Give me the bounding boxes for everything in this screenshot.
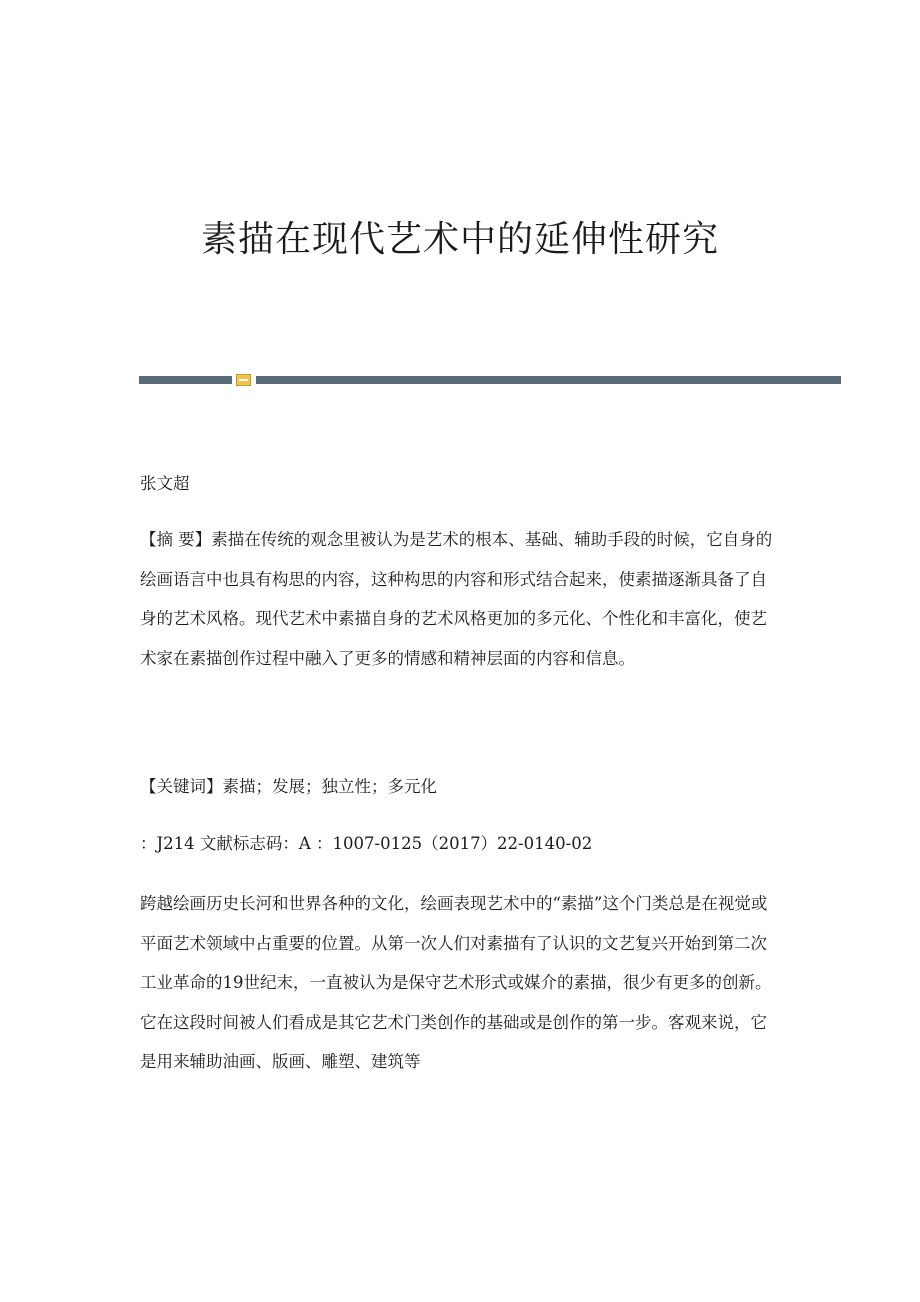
body-paragraph: 跨越绘画历史长河和世界各种的文化，绘画表现艺术中的“素描”这个门类总是在视觉或平面艺术领域中占重要的位置。从第一次人们对素描有了认识的文艺复兴开始到第二次工业革命的19世纪末，一直被认为是保守艺术形式或媒介的素描，很少有更多的创新。它在这段时间被人们看成是其它艺术门类创作的基础或是创作的第一步。客观来说，它是用来辅助油画、版画、雕塑、建筑等 <box>140 894 772 1071</box>
divider-right-bar <box>256 376 841 384</box>
abstract-paragraph: 【摘 要】素描在传统的观念里被认为是艺术的根本、基础、辅助手段的时候，它自身的绘画语言中也具有构思的内容，这种构思的内容和形式结合起来，使素描逐渐具备了自身的艺术风格。现代艺术中素描自身的艺术风格更加的多元化、个性化和丰富化，使艺术家在素描创作过程中融入了更多的情感和精神层面的内容和信息。 <box>140 530 773 668</box>
keywords-line: 【关键词】素描；发展；独立性；多元化 <box>140 777 437 796</box>
title-divider <box>139 374 841 386</box>
divider-left-bar <box>139 376 232 384</box>
classification-line: ：J214 文献标志码：A ：1007-0125（2017）22-0140-02 <box>140 834 593 853</box>
paper-title: 素描在现代艺术中的延伸性研究 <box>200 219 719 260</box>
author-name: 张文超 <box>140 474 190 493</box>
divider-ornament-icon <box>236 374 251 386</box>
